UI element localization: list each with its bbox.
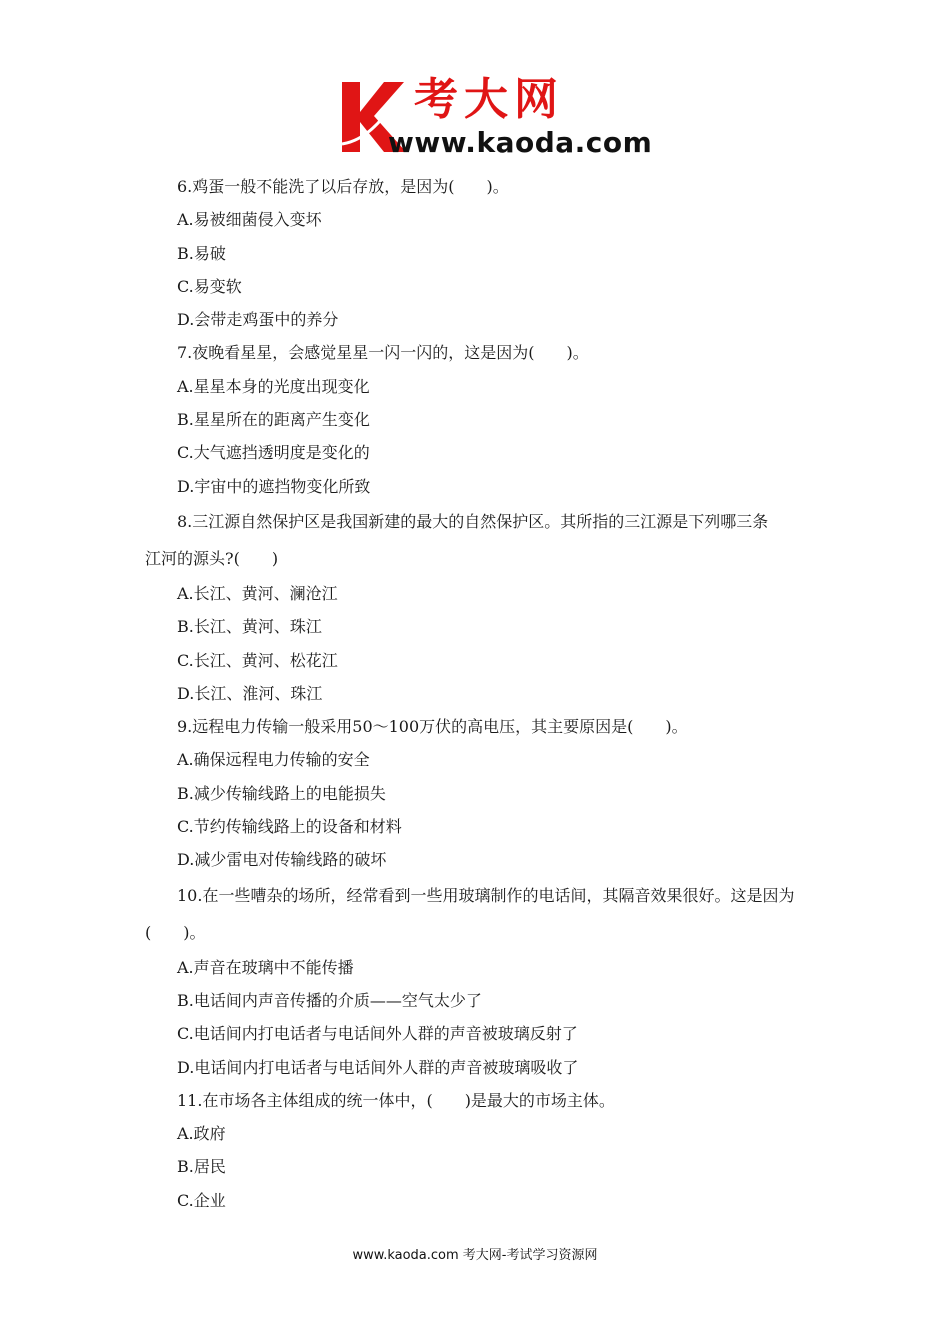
option: C.长江、黄河、松花江	[177, 650, 338, 670]
option: B.星星所在的距离产生变化	[177, 410, 370, 430]
logo-url: www.kaoda.com	[388, 126, 653, 159]
option: D.减少雷电对传输线路的破坏	[177, 850, 387, 870]
kaoda-logo	[338, 72, 658, 162]
question-stem: 10.在一些嘈杂的场所，经常看到一些用玻璃制作的电话间，其隔音效果很好。这是因为	[177, 885, 795, 905]
question-stem-continued: ( )。	[145, 922, 206, 942]
question-stem: 8.三江源自然保护区是我国新建的最大的自然保护区。其所指的三江源是下列哪三条	[177, 511, 769, 531]
option: D.电话间内打电话者与电话间外人群的声音被玻璃吸收了	[177, 1057, 579, 1077]
option: A.长江、黄河、澜沧江	[177, 583, 338, 603]
option: C.节约传输线路上的设备和材料	[177, 817, 402, 837]
option: B.减少传输线路上的电能损失	[177, 783, 386, 803]
question-stem: 6.鸡蛋一般不能洗了以后存放，是因为( )。	[177, 177, 509, 196]
option: D.长江、淮河、珠江	[177, 683, 323, 703]
page-footer: www.kaoda.com 考大网-考试学习资源网	[352, 1248, 598, 1263]
option: A.声音在玻璃中不能传播	[177, 957, 354, 977]
logo-title: 考大网	[414, 74, 564, 125]
option: A.星星本身的光度出现变化	[177, 376, 370, 396]
question-stem: 11.在市场各主体组成的统一体中，( )是最大的市场主体。	[177, 1090, 615, 1110]
question-stem: 7.夜晚看星星，会感觉星星一闪一闪的，这是因为( )。	[177, 343, 589, 363]
question-list	[145, 170, 815, 1217]
question-stem-continued: 江河的源头?( )	[145, 548, 279, 568]
option: C.电话间内打电话者与电话间外人群的声音被玻璃反射了	[177, 1024, 578, 1044]
option: A.确保远程电力传输的安全	[177, 750, 370, 770]
option: C.大气遮挡透明度是变化的	[177, 443, 370, 463]
option: C.易变软	[177, 276, 242, 296]
option: B.居民	[177, 1157, 226, 1177]
option: C.企业	[177, 1190, 226, 1210]
question-stem: 9.远程电力传输一般采用50～100万伏的高电压，其主要原因是( )。	[177, 717, 688, 737]
option: D.会带走鸡蛋中的养分	[177, 310, 339, 330]
option: B.易破	[177, 243, 226, 263]
option: B.电话间内声音传播的介质——空气太少了	[177, 990, 482, 1010]
option: B.长江、黄河、珠江	[177, 617, 322, 637]
option: A.政府	[177, 1124, 226, 1144]
option: D.宇宙中的遮挡物变化所致	[177, 476, 371, 496]
option: A.易被细菌侵入变坏	[177, 210, 322, 230]
